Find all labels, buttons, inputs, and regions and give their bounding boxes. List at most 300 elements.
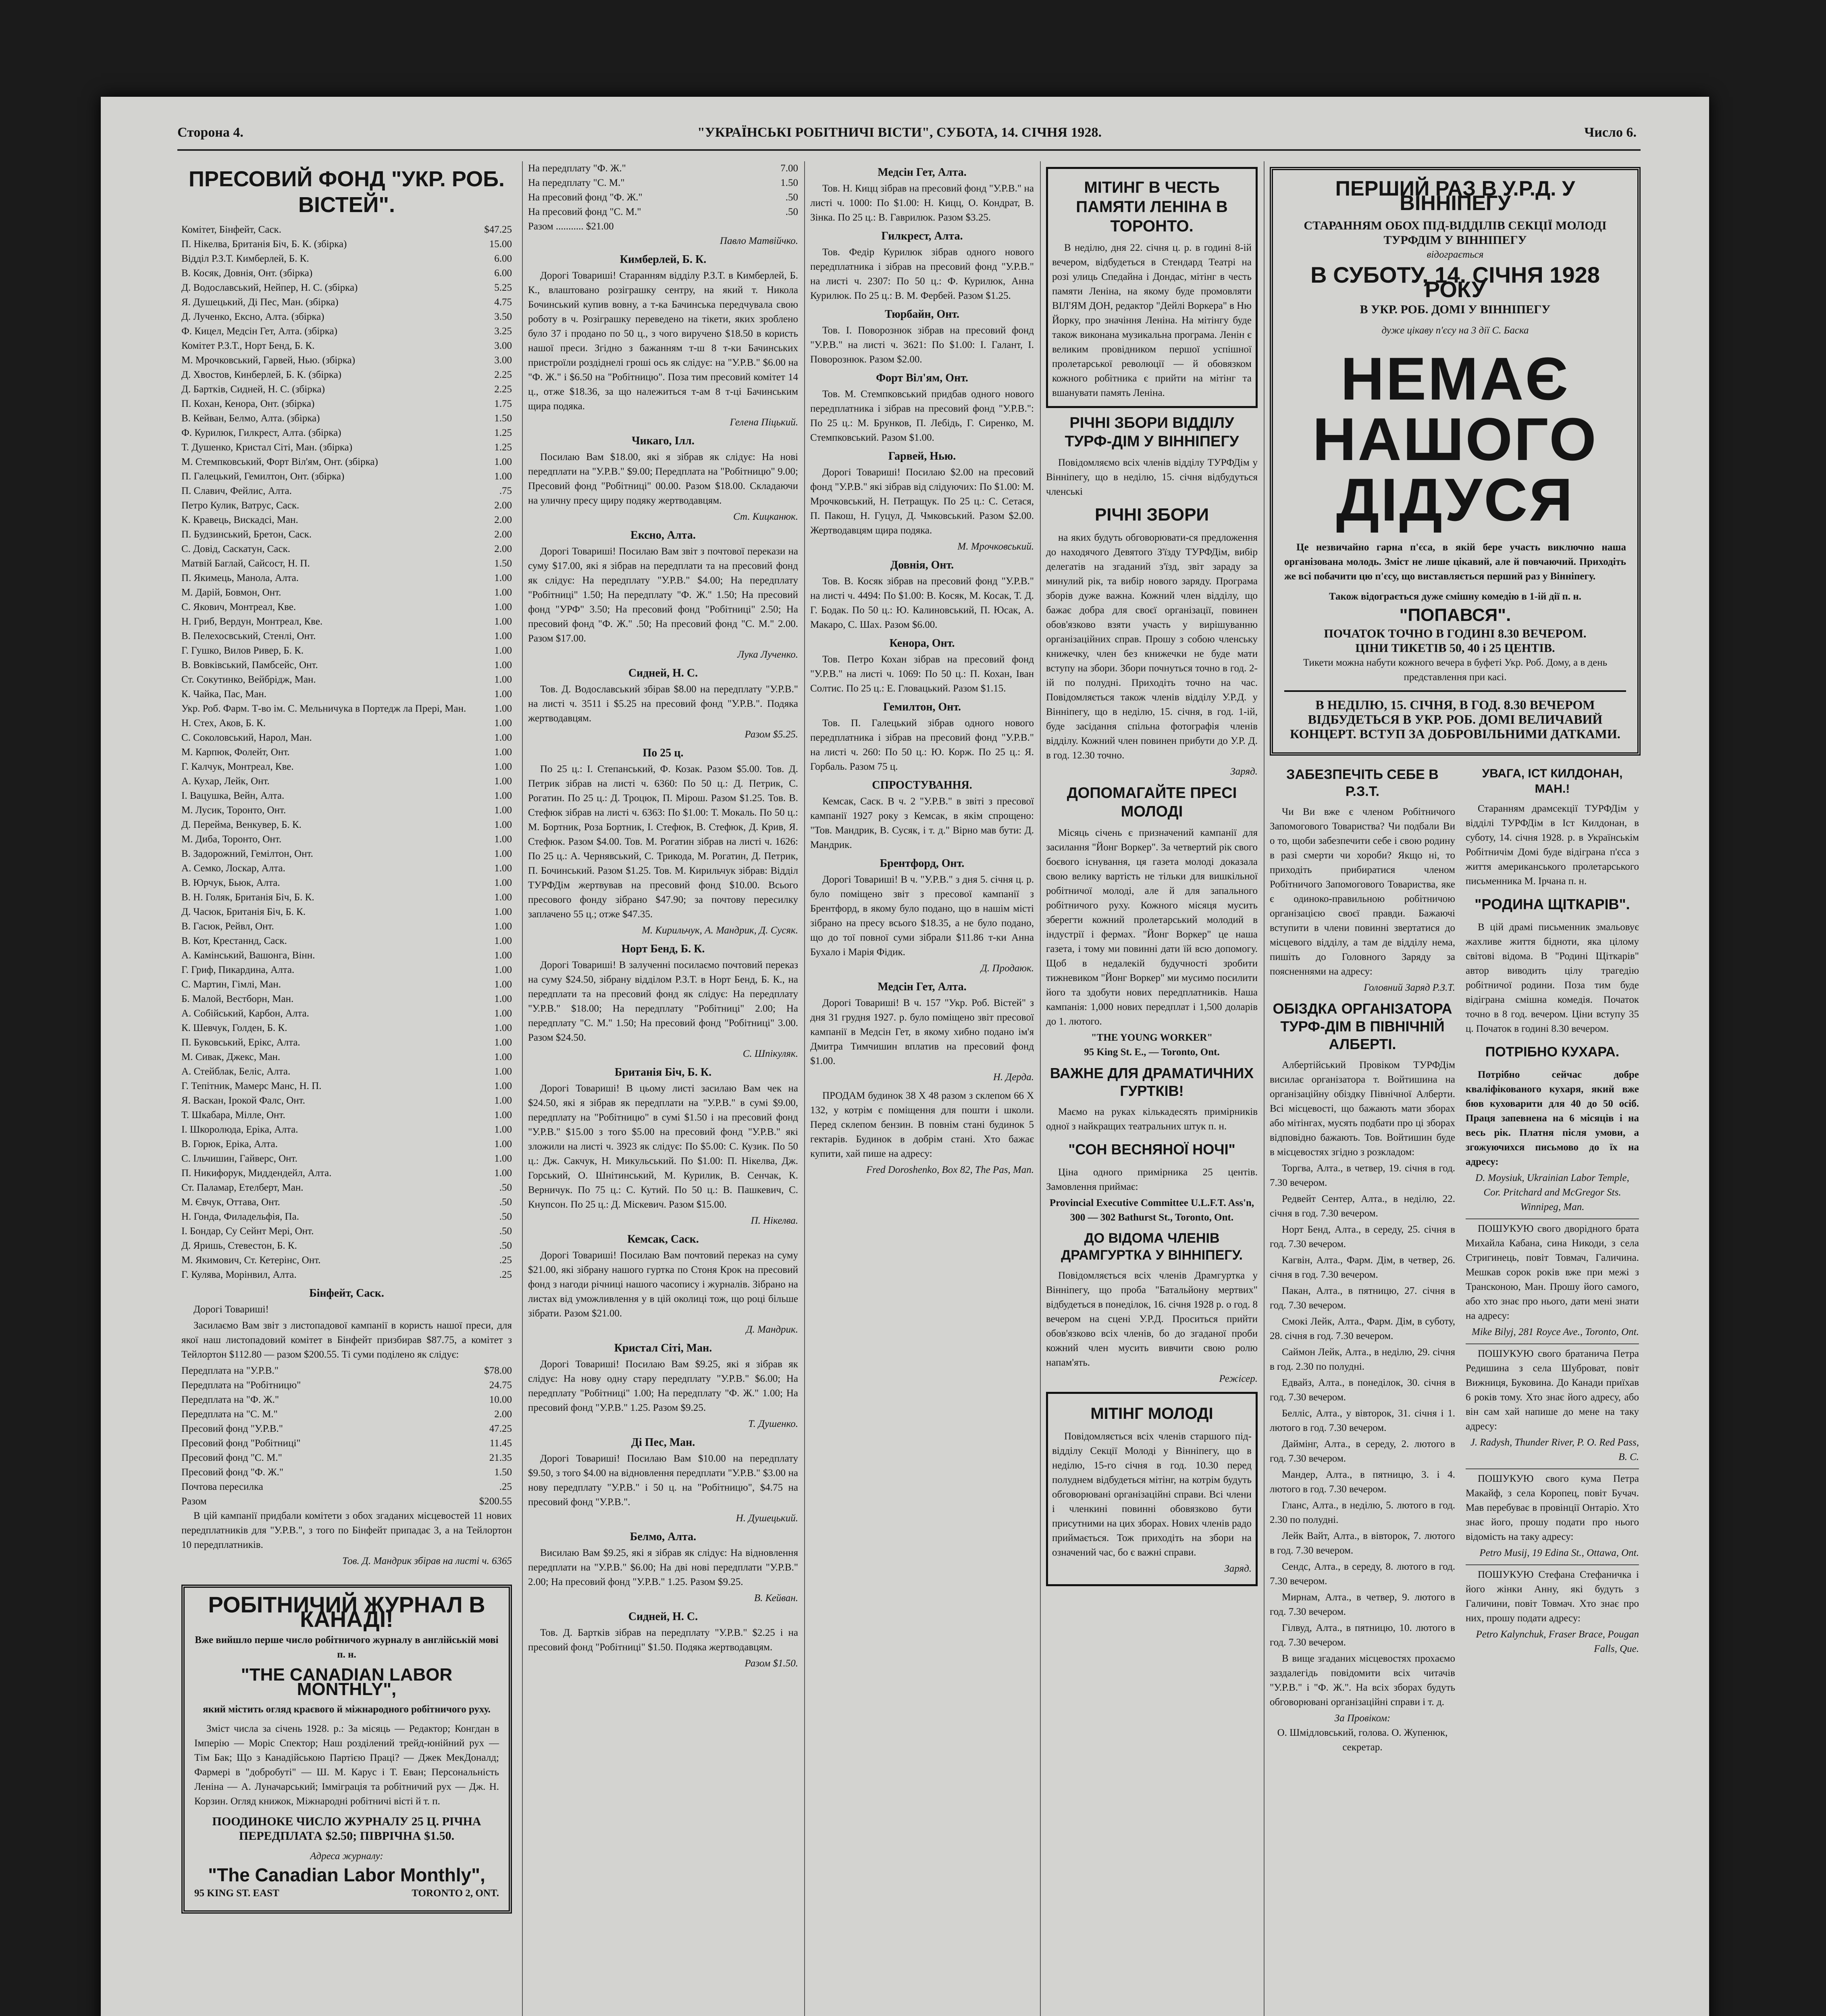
donation-row	[181, 818, 512, 832]
report-place: Сидней, Н. С.	[628, 1610, 698, 1623]
kildonan-text2: В цій драмі письменник змальовує жахливе життя бідноти, яка цілому світові відома. В "Родині Щіткарів" автор виводить цілу трагедію робітничої родини. Поза тим буде відіграна смішна комедія. Початок точно в 8 год. вечером. Ціни вступу 35 ц. Початок в годині 8.30 вечером.	[1466, 922, 1639, 1034]
drama-notice-price: Ціна одного примірника 25 центів. Замовлення приймає:	[1046, 1167, 1258, 1192]
play-ad-date: В СУБОТУ, 14. СІЧНЯ 1928 РОКУ	[1310, 262, 1600, 302]
play-ad-prices: ЦІНИ ТИКЕТІВ 50, 40 і 25 ЦЕНТІВ.	[1355, 641, 1555, 655]
report-place: Британія Біч, Б. К.	[614, 1066, 712, 1079]
drama-notice-addr: Provincial Executive Committee U.L.F.T. Ass'n, 300 — 302 Bathurst St., Toronto, Ont.	[1049, 1198, 1254, 1223]
row-label: П. Якимець, Манола, Алта.	[181, 573, 299, 583]
report-text: Дорогі Товариші! В ч. "У.Р.В." з дня 5. січня ц. р. було поміщено звіт з пресової кампанії з Брентфорд, в якому було подано, що в нашім місті зібрано на пресу всього $18.35, а не було подано, що до тої повної суми зібрали $11.86 т-ки Анна Бухало і Марія Фідик.	[810, 874, 1034, 958]
row-amount: 1.00	[494, 964, 512, 975]
row-amount: 1.00	[494, 892, 512, 903]
binfeit-row	[181, 1407, 512, 1422]
cook-addr: D. Moysiuk, Ukrainian Labor Temple, Cor. Pritchard and McGregor Sts. Winnipeg, Man.	[1475, 1173, 1629, 1212]
donation-row	[181, 1224, 512, 1239]
report-place: Сидней, Н. С.	[628, 667, 698, 679]
row-amount: 24.75	[489, 1380, 512, 1391]
row-label: А. Кухар, Лейк, Онт.	[181, 776, 270, 787]
report-letter	[528, 1435, 798, 1526]
report-letter	[810, 371, 1034, 445]
row-amount: .50	[785, 206, 798, 217]
row-amount: 1.00	[494, 1081, 512, 1091]
donation-row	[181, 1152, 512, 1166]
report-signature: М. Кирильчук, А. Мандрик, Д. Сусяк.	[642, 925, 798, 936]
tour-schedule	[1270, 1161, 1455, 1650]
column-separator	[1040, 161, 1041, 2016]
row-label: М. Стемпковський, Форт Віл'ям, Онт. (збірка)	[181, 456, 378, 467]
column-press-fund	[181, 161, 512, 2016]
row-amount: 2.25	[494, 384, 512, 395]
row-label: Г. Калчук, Монтреал, Кве.	[181, 761, 294, 772]
binfeit-sig: Тов. Д. Мандрик збірав на листі ч. 6365	[342, 1556, 512, 1566]
report-letter	[528, 252, 798, 430]
report-place: Брентфорд, Онт.	[880, 857, 965, 870]
row-amount: 1.25	[494, 427, 512, 438]
lenin-meeting-box	[1046, 167, 1258, 408]
row-label: Г. Тепітник, Мамерс Манс, Н. П.	[181, 1081, 322, 1091]
report-text: Дорогі Товариші! В цьому листі засилаю Вам чек на $24.50, які я зібрав як передплати на "У.Р.В." в сумі $9.00, передплату на "Робітницю" в сумі $1.50 і на пресовий фонд "У.Р.В." $15.00 з того $5.00 на пресовий фонд "У.Р.В." які зложили на листі ч. 3923 як слідує: По $5.00: С. Кузик. По 50 ц.: Дж. Сакчук, Н. Микульський. По $1.00: П. Нікелва, Дж. Горський, О. Шнітинський, М. Курилик, В. Сенчак, К. Верничук. По 75 ц.: С. Кутий. По 50 ц.: В. Пашкевич, С. Кнупсон. По 25 ц.: Д. Міскевич. Разом $15.00.	[528, 1083, 798, 1210]
report-letter	[528, 746, 798, 938]
donation-row	[181, 324, 512, 339]
binfeit-row	[181, 1364, 512, 1378]
insurance-text: Чи Ви вже є членом Робітничого Запомогового Товариства? Чи подбали Ви о то, щоби забезпечити себе і свою родину в разі смерти чи хороби? Якщо ні, то приходіть прибиратися членом Робітничого Запомогового Товариства, яке є одиноко-правильною робітничою організацією своєї правди. Бажаючі вступити в члени повинні звертатися до місцевого відділу, а там де відділу нема, пишіть до Головного Заряду за поясненнями на адресу:	[1270, 806, 1455, 977]
row-amount: 1.00	[494, 645, 512, 656]
row-amount: 1.00	[494, 993, 512, 1004]
row-amount: 15.00	[489, 239, 512, 250]
report-place: СПРОСТУВАННЯ.	[872, 779, 972, 791]
tour-stop: Норт Бенд, Алта., в середу, 25. січня в год. 7.30 вечером.	[1270, 1224, 1455, 1250]
donation-row	[181, 1195, 512, 1210]
row-label: К. Шевчук, Голден, Б. К.	[181, 1023, 287, 1033]
donations-list	[181, 223, 512, 1282]
row-amount: 2.00	[494, 529, 512, 540]
binfeit-body: Засилаємо Вам звіт з листопадової кампанії в користь нашої преси, для якої наш листопадовий комітет в Бінфейт призбирав $87.75, а комітет з Тейлортон $112.80 — разом $200.55. Ті суми поділено як слідує:	[181, 1320, 512, 1360]
search-notice-signature: J. Radysh, Thunder River, P. O. Red Pass, B. C.	[1470, 1437, 1639, 1462]
donation-row	[181, 339, 512, 353]
row-label: Укр. Роб. Фарм. Т-во ім. С. Мельничука в Портедж ла Прері, Ман.	[181, 703, 466, 714]
row-label: Д. Водославський, Нейпер, Н. С. (збірка)	[181, 282, 358, 293]
row-label: В. Задорожний, Гемілтон, Онт.	[181, 848, 313, 859]
fund-row	[528, 190, 798, 205]
press-fund-title: ПРЕСОВИЙ ФОНД "УКР. РОБ. ВІСТЕЙ".	[189, 167, 505, 217]
donation-row	[181, 1210, 512, 1224]
newspaper-page	[101, 97, 1709, 2016]
row-amount: 1.00	[494, 631, 512, 641]
report-place: Форт Віл'ям, Онт.	[876, 372, 968, 384]
donation-row	[181, 455, 512, 469]
report-text: Тов. П. Галецький зібрав одного нового передплатника і зібрав на пресовий фонд "У.Р.В." на листі ч. 260: По 50 ц.: Ю. Корж. По 25 ц.: Я. Горбаль. Разом 75 ц.	[810, 718, 1034, 772]
row-label: Н. Гонда, Филадельфія, Па.	[181, 1211, 299, 1222]
donation-row	[181, 861, 512, 876]
row-amount: 3.00	[494, 355, 512, 366]
donation-row	[181, 484, 512, 498]
row-amount: .50	[499, 1182, 512, 1193]
row-label: П. Славич, Фейлис, Алта.	[181, 485, 292, 496]
tour-stop: Торгва, Алта., в четвер, 19. січня в год. 7.30 вечером.	[1270, 1163, 1455, 1188]
row-amount: 6.00	[494, 268, 512, 279]
row-label: Відділ Р.З.Т. Кимберлей, Б. К.	[181, 253, 309, 264]
row-label: Передплата на "Ф. Ж."	[181, 1394, 279, 1405]
report-letter	[810, 856, 1034, 976]
row-amount: 1.00	[494, 819, 512, 830]
report-text: Дорогі Товариші! Посилаю Вам $9.25, які я зібрав як слідує: На нову одну стару передплату "У.Р.В." $6.00; На передплату "Робітниці" 1.00; На передплату "Ф. Ж." 1.00; На пресовий фонд "У.Р.В." 1.25. Разом $9.25.	[528, 1359, 798, 1413]
row-label: Почтова пересилка	[181, 1481, 263, 1492]
report-signature: П. Нікелва.	[751, 1215, 798, 1226]
tour-stop: Мирнам, Алта., в четвер, 9. лютого в год. 7.30 вечером.	[1270, 1592, 1455, 1617]
row-amount: 1.00	[494, 1110, 512, 1120]
row-label: Т. Душенко, Кристал Сіті, Ман. (збірка)	[181, 442, 353, 453]
drama-circle-title: ДО ВІДОМА ЧЛЕНІВ ДРАМГУРТКА У ВІННІПЕГУ.	[1061, 1231, 1243, 1263]
tour-stop: Даймінг, Алта., в середу, 2. лютого в год. 7.30 вечером.	[1270, 1439, 1455, 1464]
play-ad-name: НЕМАЄ НАШОГО ДІДУСЯ	[1312, 345, 1598, 533]
report-letter	[528, 434, 798, 524]
donation-row	[181, 252, 512, 266]
youth-press-addr1: "THE YOUNG WORKER"	[1091, 1032, 1213, 1043]
labor-monthly-ad	[181, 1585, 512, 1914]
report-letter	[810, 307, 1034, 367]
page-number: Сторона 4.	[177, 125, 243, 140]
donation-row	[181, 397, 512, 411]
row-amount: .50	[499, 1197, 512, 1208]
binfeit-row	[181, 1422, 512, 1436]
report-letter	[810, 980, 1034, 1085]
donation-row	[181, 760, 512, 774]
play-ad-tickets: Тикети можна набути кожного вечера в буфеті Укр. Роб. Дому, а в день представлення при касі.	[1303, 657, 1608, 683]
cook-text: Потрібно сейчас добре кваліфікованого кухаря, який вже бюв куховарити для 40 до 50 осіб. Праця запевнена на 6 місяців і на весь рік. Платня після умови, а згожуючихся письмово до їх на адресу:	[1466, 1069, 1639, 1167]
donation-row	[181, 658, 512, 673]
row-label: Д. Хвостов, Кинберлей, Б. К. (збірка)	[181, 369, 341, 380]
report-place: Кенора, Онт.	[889, 637, 955, 650]
column-separator	[804, 161, 805, 2016]
row-label: В. Юрчук, Бьюк, Алта.	[181, 877, 280, 888]
row-amount: 1.00	[494, 834, 512, 845]
row-amount: 1.00	[494, 1037, 512, 1048]
play-ad-start: ПОЧАТОК ТОЧНО В ГОДИНІ 8.30 ВЕЧЕРОМ.	[1324, 627, 1587, 640]
drama-notice-title: ВАЖНЕ ДЛЯ ДРАМАТИЧНИХ ГУРТКІВ!	[1050, 1065, 1254, 1099]
donation-row	[181, 789, 512, 803]
tour-stop: Едвайз, Алта., в понеділок, 30. січня в год. 7.30 вечером.	[1270, 1377, 1455, 1403]
row-label: Д. Лученко, Ексно, Алта. (збірка)	[181, 311, 324, 322]
report-place: Норт Бенд, Б. К.	[621, 943, 705, 955]
row-amount: 1.00	[494, 616, 512, 627]
row-label: Ф. Курилюк, Гилкрест, Алта. (збірка)	[181, 427, 341, 438]
youth-press-text: Місяць січень є призначений кампанії для засилання "Йонг Воркер". За четвертий рік свого боєвого існування, ця газета молоді доказала свою велику вартість не тільки для вишкільної робітничої молоді, але й для запального робітничого руху. Кожного місяця мусить зберегти кожний пролетарський молодий в індустрії і фермах. "Йонг Воркер" це наша газета, і тому ми повинні дати їй всю допомогу. Щоб в недалекій будучності зробити тижневиком "Йонг Воркер" ми мусимо посилити його та здобути нових передплатників. Наша кампанія: 1,000 нових передплат і 1,500 доларів до 1. лютого.	[1046, 827, 1258, 1027]
donation-row	[181, 411, 512, 426]
report-text: Дорогі Товариші! Посилаю Вам звіт з почтової перекази на суму $17.00, які я зібрав на передплати та на пресовий фонд як слідує: На передплату "У.Р.В." $4.00; На передплату "Робітниці" 1.50; На передплату "Ф. Ж." 1.50; На пресовий фонд "УРФ" 3.50; На пресовий фонд "Робітниці" 2.50; На пресовий фонд "Ф. Ж." .50; На пресовий фонд "С. М." 2.00. Разом $17.00.	[528, 546, 798, 644]
row-amount: 1.00	[494, 456, 512, 467]
report-text: Дорогі Товариші! Посилаю Вам почтовий переказ на суму $21.00, які зібрану нашого гуртка по Стоня Крок на пресовий фонд з нагоди річниці нашого часопису і журналів. Зібрано на листах від уможливлення у в цій околиці тож, що році більше зібрати. Разом $21.00.	[528, 1250, 798, 1319]
donation-row	[181, 1079, 512, 1093]
report-signature: Н. Душецький.	[736, 1513, 798, 1524]
masthead-line: "УКРАЇНСЬКІ РОБІТНИЧІ ВІСТИ", СУБОТА, 14. СІЧНЯ 1928.	[697, 125, 1102, 140]
tour-stop: Саймон Лейк, Алта., в неділю, 29. січня в год. 2.30 по полудні.	[1270, 1347, 1455, 1372]
row-amount: 1.00	[494, 674, 512, 685]
donation-row	[181, 702, 512, 716]
play-ad-desc: Це незвичайно гарна п'єса, в якій бере участь виключно наша організована молодь. Зміст не лише цікавий, але й повчаючий. Приходіть же всі побачити цю п'єсу, що виставляється перший раз у Вінніпегу.	[1284, 542, 1626, 582]
row-label: М. Диба, Торонто, Онт.	[181, 834, 282, 845]
row-label: М. Дарій, Бовмон, Онт.	[181, 587, 281, 598]
row-label: П. Будзинський, Бретон, Саск.	[181, 529, 312, 540]
row-label: Ст. Сокутинко, Вейбрідж, Ман.	[181, 674, 316, 685]
donation-row	[181, 716, 512, 731]
row-label: В. Кот, Крестаннд, Саск.	[181, 935, 287, 946]
row-amount: 2.00	[494, 500, 512, 511]
donation-row	[181, 1093, 512, 1108]
play-ad-also: Також відограється дуже смішну комедію в 1-ій дії п. н.	[1329, 591, 1582, 602]
donation-row	[181, 513, 512, 527]
row-amount: 21.35	[489, 1452, 512, 1463]
row-label: На пресовий фонд "С. М."	[528, 206, 641, 217]
report-text: Тов. Д. Бартків зібрав на передплату "У.Р.В." $2.25 і на пресовий фонд "Робітниці" $1.50. Подяка жертводавцям.	[528, 1627, 798, 1653]
donation-row	[181, 1239, 512, 1253]
row-amount: 11.45	[489, 1438, 512, 1449]
row-amount: 4.75	[494, 297, 512, 308]
row-label: На пресовий фонд "Ф. Ж."	[528, 192, 643, 203]
row-amount: 2.00	[494, 514, 512, 525]
report-signature: Fred Doroshenko, Box 82, The Pas, Man.	[866, 1164, 1034, 1175]
row-label: І. Вацушка, Вейн, Алта.	[181, 790, 285, 801]
tour-stop: Редвейт Сентер, Алта., в неділю, 22. січня в год. 7.30 вечером.	[1270, 1193, 1455, 1219]
row-label: Ф. Кицел, Медсін Гет, Алта. (збірка)	[181, 326, 337, 337]
row-amount: .25	[499, 1255, 512, 1266]
drama-notice-play: "СОН ВЕСНЯНОЇ НОЧІ"	[1068, 1141, 1235, 1158]
row-amount: 1.00	[494, 1153, 512, 1164]
donation-row	[181, 919, 512, 934]
search-notice	[1466, 1564, 1639, 1656]
row-label: В. Пелехосвський, Стенлі, Онт.	[181, 631, 316, 641]
youth-meeting-text: Повідомляється всіх членів старшого під-відділу Секції Молоді у Вінніпегу, що в неділю, 15-го січня в год. 10.30 перед полуднем відбудеться мітінг, на котрім будуть обговорювані організаційні справи. Всі члени і членкині повинні обовязково бути присутними на цих зборах. Нових членів радо приймається. Тож приходіть на збори на означений час, бо є важні справи.	[1052, 1431, 1252, 1558]
row-amount: 3.50	[494, 311, 512, 322]
row-amount: 1.00	[494, 747, 512, 758]
donation-row	[181, 571, 512, 585]
donation-row	[181, 1035, 512, 1050]
donation-row	[181, 1253, 512, 1268]
donation-row	[181, 1006, 512, 1021]
row-label: І. Бондар, Су Сейнт Мері, Онт.	[181, 1226, 314, 1237]
row-label: Д. Бартків, Сидней, Н. С. (збірка)	[181, 384, 325, 395]
row-amount: $47.25	[484, 224, 512, 235]
row-amount: 1.00	[494, 776, 512, 787]
top-total: Разом ........... $21.00	[528, 221, 614, 232]
row-amount: 1.00	[494, 761, 512, 772]
row-amount: 1.00	[494, 718, 512, 729]
row-label: Передплата на "С. М."	[181, 1409, 278, 1420]
fund-row	[528, 176, 798, 190]
donation-row	[181, 1137, 512, 1152]
report-place: Довнія, Онт.	[890, 559, 954, 571]
tour-footer: В вище згаданих місцевостях прохаємо заздалегідь повідомити всіх читачів "У.Р.В." і "Ф. Ж.". На всіх зборах будуть обговорювані організаційні справи і т. д.	[1270, 1653, 1455, 1708]
row-label: С. Соколовський, Нарол, Ман.	[181, 732, 312, 743]
row-label: П. Кохан, Кенора, Онт. (збірка)	[181, 398, 315, 409]
row-amount: 1.00	[494, 660, 512, 671]
report-text: Тов. Д. Водославський збірав $8.00 на передплату "У.Р.В." на листі ч. 3511 і $5.25 на пресовий фонд "У.Р.В.". Подяка жертводавцям.	[528, 684, 798, 724]
report-signature: Разом $5.25.	[745, 729, 798, 740]
donation-row	[181, 1064, 512, 1079]
row-amount: 1.00	[494, 1139, 512, 1150]
donation-row	[181, 876, 512, 890]
report-letter	[810, 449, 1034, 554]
donation-row	[181, 731, 512, 745]
row-label: Д. Часюк, Британія Біч, Б. К.	[181, 906, 306, 917]
binfeit-row	[181, 1378, 512, 1393]
binfeit-body2: В цій кампанії придбали комітети з обох згаданих місцевостей 11 нових передплатників для "У.Р.В.", з того по Бінфейт припадає 3, а на Тейлортон 10 передплатників.	[181, 1510, 512, 1550]
report-text: Тов. М. Стемпковський придбав одного нового передплатника і зібрав на пресовий фонд "У.Р.В.": По 25 ц.: М. Брунков, П. Лебідь, Г. Сиренко, М. Стемпковський. Разом $1.00.	[810, 389, 1034, 443]
search-notice-signature: Petro Kalynchuk, Fraser Brace, Pougan Falls, Que.	[1476, 1629, 1639, 1654]
row-amount: .50	[785, 192, 798, 203]
row-amount: 7.00	[780, 163, 798, 174]
donation-row	[181, 1108, 512, 1123]
play-ad-place: В УКР. РОБ. ДОМІ У ВІННІПЕГУ	[1360, 303, 1551, 316]
report-place: Ді Пес, Ман.	[631, 1436, 695, 1449]
row-label: Г. Кулява, Морінвил, Алта.	[181, 1269, 297, 1280]
row-label: А. Стейблак, Беліс, Алта.	[181, 1066, 291, 1077]
row-amount: 1.00	[494, 906, 512, 917]
issue-number: Число 6.	[1584, 125, 1637, 140]
column-separator	[522, 161, 523, 2016]
row-amount: 1.00	[494, 1066, 512, 1077]
lower-right	[1466, 761, 1639, 1755]
donation-row	[181, 310, 512, 324]
report-signature: М. Мрочковський.	[957, 541, 1034, 552]
ad-address-label: Адреса журналу:	[310, 1851, 383, 1862]
report-signature: С. Шпікуляк.	[742, 1048, 798, 1059]
binfeit-row	[181, 1436, 512, 1451]
search-notice	[1466, 1343, 1639, 1464]
report-text: Тов. В. Косяк зібрав на пресовий фонд "У.Р.В." на листі ч. 4494: По $1.00: В. Косяк, М. Косак, Т. Д. Г. Бодак. По 50 ц.: Ю. Калиновський, П. Юсак, А. Макаро, С. Шах. Разом $6.00.	[810, 576, 1034, 630]
row-amount: 1.00	[494, 950, 512, 961]
row-label: М. Сивак, Джекс, Ман.	[181, 1052, 281, 1062]
row-amount: 1.00	[494, 863, 512, 874]
donation-row	[181, 281, 512, 295]
row-label: В. Н. Голяк, Британія Біч, Б. К.	[181, 892, 314, 903]
report-text: Дорогі Товариші! Посилаю Вам $10.00 на передплату $9.50, з того $4.00 на відновлення передплати "У.Р.В." $3.00 на нову передплату "У.Р.В." і 50 ц. на "Робітницю", $4.75 на пресовий фонд "У.Р.В.".	[528, 1453, 798, 1508]
ad-title: РОБІТНИЧИЙ ЖУРНАЛ В КАНАДІ!	[208, 1592, 485, 1632]
report-signature: Н. Дерда.	[993, 1072, 1034, 1083]
donation-row	[181, 469, 512, 484]
row-label: Д. Перейма, Венкувер, Б. К.	[181, 819, 302, 830]
tour-stop: Лейк Вайт, Алта., в вівторок, 7. лютого в год. 7.30 вечером.	[1270, 1531, 1455, 1556]
cook-title: ПОТРІБНО КУХАРА.	[1485, 1044, 1620, 1060]
report-place: По 25 ц.	[643, 747, 684, 759]
drama-circle-sig: Режісер.	[1219, 1373, 1258, 1384]
row-label: С. Довід, Саскатун, Саск.	[181, 544, 291, 554]
report-text: Посилаю Вам $18.00, які я зібрав як слідує: На нові передплати на "У.Р.В." $9.00; Передплата на "Робітницю" 9.00; Пресовий фонд "Робітниці" 00.00. Разом $18.00. Складаючи на уличну пресу щиру подяку жертводавцям.	[528, 452, 798, 506]
row-label: М. Євчук, Оттава, Онт.	[181, 1197, 280, 1208]
row-label: Комітет Р.З.Т., Норт Бенд, Б. К.	[181, 340, 315, 351]
search-notice	[1466, 1468, 1639, 1560]
report-letter	[810, 558, 1034, 632]
row-label: П. Галецький, Гемилтон, Онт. (збірка)	[181, 471, 345, 482]
report-signature: Ст. Кицканюк.	[733, 511, 798, 522]
row-amount: 1.00	[494, 848, 512, 859]
row-label: На передплату "Ф. Ж."	[528, 163, 626, 174]
report-text: По 25 ц.: І. Степанський, Ф. Козак. Разом $5.00. Тов. Д. Петрик зібрав на листі ч. 6360: По 50 ц.: Д. Петрик, С. Рогатин. По 25 ц.: Д. Троцюк, П. Мірош. Разом $1.25. Тов. В. Стефюк зібрав на листі ч. 6363: По $1.00: Т. Мокаль. По 50 ц.: М. Бортник, Роза Бортник, І. Стефюк, В. Стефюк, Д. Крив, Я. Стефюк. Разом $4.00. Тов. М. Рогатин зібрав на листі ч. 1626: По 25 ц.: А. Чернявський, С. Трикода, М. Рогатин, Д. Петрик, П. Бочинський. Разом $1.25. Тов. М. Кирильчук зібрав: Відділ ТУРФДім жертвував на пресовий фонд $10.00. Всього пресового фонду зібрано $47.90; за почтову пересилку заплачено 55 ц.; отже $47.35.	[528, 764, 798, 920]
row-label: Передплата на "Робітницю"	[181, 1380, 301, 1391]
row-label: В. Гасюк, Рейвл, Онт.	[181, 921, 274, 932]
donation-row	[181, 1166, 512, 1181]
row-label: В. Косяк, Довнія, Онт. (збірка)	[181, 268, 313, 279]
row-amount: 1.00	[494, 1052, 512, 1062]
column-announcements	[1046, 161, 1258, 2016]
row-amount: 2.00	[494, 544, 512, 554]
donation-row	[181, 673, 512, 687]
report-place: Медсін Гет, Алта.	[878, 166, 967, 179]
search-notice-text: ПОШУКУЮ свого кума Петра Макайф, з села Коропец, повіт Бучач. Мав перебуває в провінції Онтаріо. Хто знає його, прошу подати про нього відомість на таку адресу:	[1466, 1473, 1639, 1542]
annual-meeting-sig: Заряд.	[1230, 766, 1258, 777]
tour-stop: Кагвін, Алта., Фарм. Дім, в четвер, 26. січня в год. 7.30 вечером.	[1270, 1255, 1455, 1280]
donation-row	[181, 977, 512, 992]
ad-contents: Зміст числа за січень 1928. р.: За місяць — Редактор; Конгдан в Імперію — Моріс Спектор; Наш розділений трейд-юнійний рух — Тім Бак; Що з Канадійською Партією Праці? — Джек МекДоналд; Фармері в "добробуті" — Ш. М. Карус і Т. Еван; Персональність Леніна — А. Луначарський; Імміграція та робітничий рух — Дж. Н. Корзин. Огляд книжок, Міжнародні робітничі вісті й т. п.	[194, 1723, 499, 1807]
search-notice	[1466, 1218, 1639, 1339]
header-rule	[177, 149, 1641, 151]
donation-row	[181, 440, 512, 455]
donation-row	[181, 890, 512, 905]
row-label: Комітет, Бінфейт, Саск.	[181, 224, 281, 235]
play-ad-concert: В НЕДІЛЮ, 15. СІЧНЯ, В ГОД. 8.30 ВЕЧЕРОМ ВІДБУДЕТЬСЯ В УКР. РОБ. ДОМІ ВЕЛИЧАВИЙ КОНЦЕРТ. ВСТУП ЗА ДОБРОВІЛЬНИМИ ДАТКАМИ.	[1284, 690, 1626, 741]
row-amount: .50	[499, 1240, 512, 1251]
row-label: Петро Кулик, Ватрус, Саск.	[181, 500, 299, 511]
column-reports-1	[528, 161, 798, 2016]
row-label: А. Собійський, Карбон, Алта.	[181, 1008, 309, 1019]
report-place: Чикаго, Ілл.	[632, 435, 695, 447]
tour-sig2: О. Шмідловський, голова. О. Жупенюк, секретар.	[1277, 1727, 1448, 1753]
report-text: Тов. Н. Кицц зібрав на пресовий фонд "У.Р.В." на листі ч. 1000: По $1.00: Н. Кицц, О. Кондрат, В. Зінка. По 25 ц.: В. Гаврилюк. Разом $3.25.	[810, 183, 1034, 223]
ad-price: ПООДИНОКЕ ЧИСЛО ЖУРНАЛУ 25 Ц. РІЧНА ПЕРЕДПЛАТА $2.50; ПІВРІЧНА $1.50.	[212, 1815, 481, 1843]
annual-meeting-title: РІЧНІ ЗБОРИ ВІДДІЛУ ТУРФ-ДІМ У ВІННІПЕГУ	[1065, 414, 1239, 450]
report-text: ПРОДАМ будинок 38 Х 48 разом з склепом 66 Х 132, у котрім є поміщення для пошти і школи. Перед склепом бензин. В повнім стані будинок 5 гектарів. Будинок в добрім стані. Хто бажає купити, хай пише на адресу:	[810, 1090, 1034, 1159]
donation-row	[181, 368, 512, 382]
row-amount: 2.25	[494, 369, 512, 380]
binfeit-row	[181, 1465, 512, 1480]
report-signature: Гелена Піцький.	[730, 417, 798, 428]
row-amount: 1.00	[494, 689, 512, 700]
lenin-meeting-text: В неділю, дня 22. січня ц. р. в годині 8-ій вечером, відбудеться в Стендард Театрі на розі улиць Спедайна і Дондас, мітінг в честь памяти Леніна, на якому буде промовляти ВІЛ'ЯМ ДОН, редактор "Дейлі Воркера" в Ню Йорку, про значіння Леніна. На мітінгу буде також виконана музикальна програма. Ленін є великим провідником першої успішної пролетарської революції — й обовязком кожного робітника є прийти на мітінг та вшанувати память Леніна.	[1052, 242, 1252, 398]
row-label: Г. Гушко, Вилов Ривер, Б. К.	[181, 645, 304, 656]
tour-title: ОБІЗДКА ОРГАНІЗАТОРА ТУРФ-ДІМ В ПІВНІЧНІЙ АЛБЕРТІ.	[1273, 1000, 1452, 1052]
row-label: Пресовий фонд "У.Р.В."	[181, 1423, 283, 1434]
row-amount: 1.00	[494, 877, 512, 888]
donation-row	[181, 774, 512, 789]
donation-row	[181, 1181, 512, 1195]
report-letter	[528, 1530, 798, 1606]
youth-press-addr2: 95 King St. E., — Toronto, Ont.	[1084, 1047, 1220, 1058]
row-label: А. Семко, Лоскар, Алта.	[181, 863, 285, 874]
play-ad-line1: СТАРАННЯМ ОБОХ ПІД-ВІДДІЛІВ СЕКЦІЇ МОЛОДІ ТУРФДІМ У ВІННІПЕГУ	[1304, 219, 1607, 247]
row-amount: 1.00	[494, 1023, 512, 1033]
row-label: Передплата на "У.Р.В."	[181, 1365, 279, 1376]
search-notice-text: ПОШУКУЮ Стефана Стефаничка і його жінки Анну, які будуть з Галичини, повіт Товмач. Хто знає про них, прошу подати адресу:	[1466, 1569, 1639, 1624]
row-amount: .50	[499, 1211, 512, 1222]
report-letter	[810, 778, 1034, 852]
tour-text: Албертійський Провіком ТУРФДім висилає організатора т. Войтишина на організаційну обіздку Північної Алберти. Всі місцевості, що бажають мати зборах або мітінгах, мусять подбати про ці зборах відповідно бажають. Тов. Войтишин буде в місцевостях згідно з розкладом:	[1270, 1060, 1455, 1158]
row-amount: 1.00	[494, 1124, 512, 1135]
report-place: Гемилтон, Онт.	[883, 701, 961, 713]
row-amount: $78.00	[484, 1365, 512, 1376]
tour-stop: Гланс, Алта., в неділю, 5. лютого в год. 2.30 по полудні.	[1270, 1500, 1455, 1525]
report-letter	[810, 1089, 1034, 1177]
row-amount: 1.00	[494, 471, 512, 482]
row-label: На передплату "С. М."	[528, 177, 625, 188]
ad-address-name: "The Canadian Labor Monthly",	[208, 1864, 485, 1885]
report-letter	[810, 636, 1034, 696]
row-label: К. Кравець, Вискадсі, Ман.	[181, 514, 298, 525]
donation-row	[181, 542, 512, 556]
row-amount: 1.00	[494, 732, 512, 743]
donation-row	[181, 745, 512, 760]
report-signature: Д. Мандрик.	[746, 1324, 798, 1335]
play-ad-comedy: "ПОПАВСЯ".	[1399, 605, 1511, 625]
row-amount: 10.00	[489, 1394, 512, 1405]
row-amount: 3.25	[494, 326, 512, 337]
